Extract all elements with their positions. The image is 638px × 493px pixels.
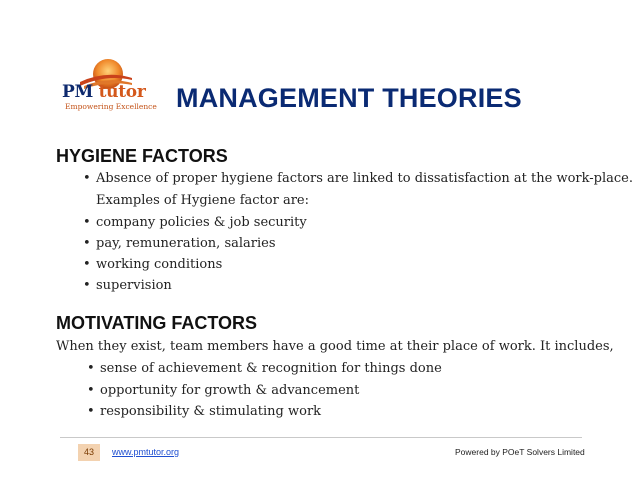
logo-brand-text: PM tutor — [62, 82, 146, 102]
powered-by-text: Powered by POeT Solvers Limited — [455, 447, 585, 457]
hygiene-item-1: • company policies & job security — [96, 215, 307, 230]
hygiene-item-3: • working conditions — [96, 257, 222, 272]
slide-title: MANAGEMENT THEORIES — [176, 83, 522, 113]
hygiene-item-4: • supervision — [96, 278, 172, 293]
motivating-intro: When they exist, team members have a good time at their place of work. It includes, — [56, 339, 614, 354]
hygiene-intro-line1: • Absence of proper hygiene factors are linked to dissatisfaction at the work-place. — [96, 171, 633, 186]
motivating-item-2: • opportunity for growth & advancement — [100, 383, 359, 398]
website-link[interactable]: www.pmtutor.org — [112, 447, 180, 457]
logo-tagline: Empowering Excellence — [65, 102, 157, 111]
hygiene-heading: HYGIENE FACTORS — [56, 146, 228, 166]
pmtutor-logo — [56, 56, 157, 118]
motivating-heading: MOTIVATING FACTORS — [56, 313, 257, 333]
motivating-item-3: • responsibility & stimulating work — [100, 404, 321, 419]
footer-divider — [60, 437, 582, 438]
hygiene-intro-line2: Examples of Hygiene factor are: — [96, 193, 309, 208]
hygiene-item-2: • pay, remuneration, salaries — [96, 236, 276, 251]
motivating-item-1: • sense of achievement & recognition for things done — [100, 361, 442, 376]
page-number-badge: 43 — [78, 444, 100, 461]
